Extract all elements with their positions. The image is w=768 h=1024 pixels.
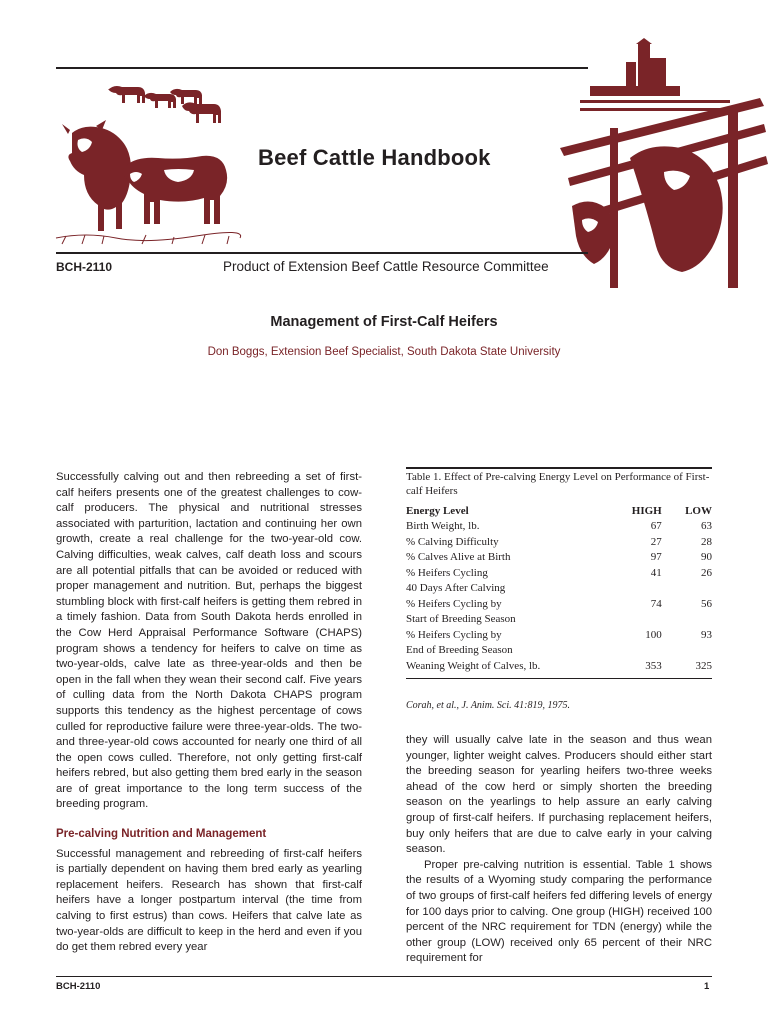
table-cell: % Calves Alive at Birth (406, 551, 511, 563)
left-column (56, 470, 362, 956)
table-1 (406, 467, 712, 672)
right-column (406, 733, 712, 967)
table-cell: Birth Weight, lb. (406, 520, 480, 532)
energy-level-table (406, 501, 712, 672)
table-row (406, 532, 712, 548)
table-header-row (406, 501, 712, 517)
table-cell: 90 (701, 551, 712, 563)
table-row (406, 625, 712, 641)
table-header-cell: Energy Level (406, 504, 469, 517)
table-source: Corah, et al., J. Anim. Sci. 41:819, 1975. (406, 700, 570, 711)
table-cell: 26 (701, 566, 712, 579)
author-byline: Don Boggs, Extension Beef Specialist, South Dakota State University (207, 346, 561, 358)
footer-code: BCH-2110 (56, 981, 101, 992)
table-cell: Weaning Weight of Calves, lb. (406, 659, 541, 672)
table-cell: 41 (650, 566, 662, 579)
table-cell: 74 (650, 597, 662, 610)
table-cell: 67 (650, 520, 662, 532)
paragraph: Proper pre-calving nutrition is essential. Table 1 shows the results of a Wyoming study comparing the performance of two groups of first-calf heifers fed differing levels of energy for 100 days prior to calving. One group (HIGH) received 100 percent of the NRC requirement for TDN (energy) while the other group (LOW) received only 65 percent of their NRC requirement for (406, 858, 712, 965)
table-cell (616, 641, 662, 657)
handbook-title: Beef Cattle Handbook (258, 145, 491, 170)
table-cell: 325 (695, 659, 712, 672)
committee-line: Product of Extension Beef Cattle Resource Committee (223, 259, 549, 274)
table-cell: 56 (701, 597, 712, 610)
table-cell (662, 579, 712, 595)
table-cell: % Heifers Cycling (406, 566, 488, 579)
footer-rule (56, 976, 712, 977)
paragraph: Successfully calving out and then rebreeding a set of first-calf heifers presents one of the greatest challenges to cow-calf producers. The physical and nutritional stresses associated with parturition, lactation and continuing her own growth, create a real challenge for the two-year-old cow. Calving difficulties, weak calves, calf death loss and scours are all potential pitfalls that can be avoided or reduced with proper management and nutrition. But, perhaps the biggest stumbling block with first-calf heifers is getting them rebred in a timely fashion. Data from South Dakota herds enrolled in the Cow Herd Appraisal Performance Software (CHAPS) program shows a tendency for heifers to calve on time as two-year-olds, calve late as three-year-olds and then be open in the fall when they wean their second calf. Five years of culling data from the North Dakota CHAPS program supports this tendency as the highest percentage of cows culled for reproductive failure were three-year-olds. The two- and three-year-old cows accounted for nearly one third of all the open cows culled. Therefore, not only getting first-calf heifers rebred, but also getting them bred early in the season are of great importance to the long term success of the breeding program. (56, 471, 362, 811)
table-row (406, 641, 712, 657)
table-cell: Start of Breeding Season (406, 613, 516, 625)
table-cell: 28 (701, 535, 712, 548)
section-heading: Pre-calving Nutrition and Management (56, 828, 267, 841)
table-row (406, 594, 712, 610)
table-cell (616, 610, 662, 626)
table-header-cell: LOW (685, 504, 712, 517)
table-row (406, 579, 712, 595)
feedlot-elevator-illustration (560, 38, 768, 288)
table-cell: 100 (645, 628, 662, 641)
table-row (406, 563, 712, 579)
table-bottom-rule (406, 678, 712, 679)
table-cell: 27 (650, 535, 662, 548)
table-cell: 93 (701, 628, 712, 641)
table-cell (616, 579, 662, 595)
table-cell: 353 (645, 659, 662, 672)
table-cell (662, 610, 712, 626)
table-row (406, 656, 712, 672)
table-cell: 63 (701, 520, 712, 532)
table-caption: Table 1. Effect of Pre-calving Energy Level on Performance of First-calf Heifers (406, 471, 710, 497)
table-cell: % Heifers Cycling by (406, 597, 502, 610)
table-header-cell: HIGH (631, 504, 662, 517)
table-row (406, 517, 712, 533)
table-cell: % Heifers Cycling by (406, 628, 502, 641)
page-number: 1 (704, 981, 710, 992)
table-cell: End of Breeding Season (406, 644, 513, 656)
paragraph: Successful management and rebreeding of first-calf heifers is partially dependent on having them bred early as yearling replacement heifers. Research has shown that first-calf heifers have a longer postpartum interval (the time from calving to first estrus) than cows. Heifers that calve late as two-year-olds are difficult to keep in the herd and even if you do get them rebred every year (56, 847, 362, 954)
cattle-herd-illustration (52, 78, 242, 248)
table-cell: % Calving Difficulty (406, 535, 499, 548)
table-row (406, 548, 712, 564)
header-bottom-rule (56, 252, 588, 254)
document-code: BCH-2110 (56, 260, 113, 274)
article-title: Management of First-Calf Heifers (270, 314, 498, 330)
table-cell: 40 Days After Calving (406, 582, 506, 594)
table-cell: 97 (650, 551, 662, 563)
table-cell (662, 641, 712, 657)
table-row (406, 610, 712, 626)
paragraph: they will usually calve late in the season and thus wean younger, lighter weight calves. Producers should either start the breeding season for yearling heifers two-three weeks ahead of the cow herd or simply shorten the breeding season on the yearlings to help assure an early calving group of first-calf heifers. If purchasing replacement heifers, buy only heifers that are due to calve early in your calving season. (406, 734, 712, 856)
header-top-rule (56, 67, 588, 69)
